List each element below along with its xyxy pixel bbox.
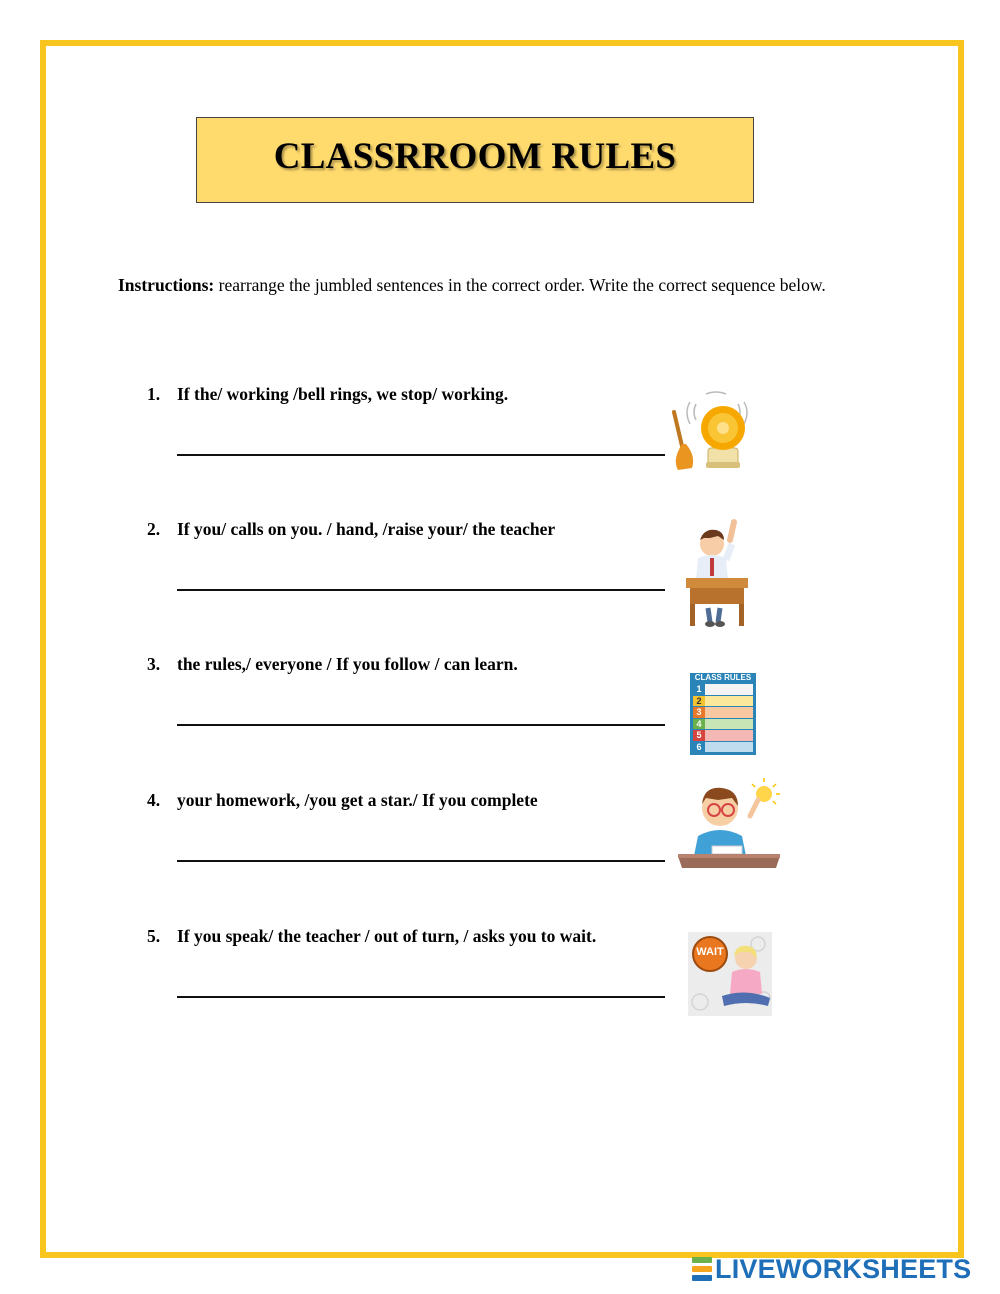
answer-line[interactable]: [177, 724, 665, 726]
logo-icon: [692, 1257, 712, 1281]
list-item: [147, 519, 707, 619]
item-number: 5.: [147, 926, 161, 946]
page-border: [40, 40, 964, 1258]
jumbled-sentence: the rules,/ everyone / If you follow / can learn.: [177, 654, 518, 674]
wait-illustration: [688, 932, 772, 1016]
list-item: [147, 790, 707, 890]
instructions: [118, 257, 878, 313]
list-item: [147, 384, 707, 484]
logo-text: LIVEWORKSHEETS: [715, 1253, 972, 1284]
item-number: 4.: [147, 790, 161, 810]
liveworksheets-logo[interactable]: [692, 1255, 971, 1283]
answer-line[interactable]: [177, 589, 665, 591]
poster-number: 2: [693, 696, 705, 707]
student-idea-icon: [676, 776, 782, 870]
answer-line[interactable]: [177, 996, 665, 998]
page-title: CLASSRROOM RULES: [273, 135, 677, 177]
list-item: [147, 654, 707, 754]
instructions-label: Instructions:: [118, 275, 215, 295]
title-box: [196, 117, 754, 203]
student-raising-hand-icon: [682, 518, 754, 630]
answer-line[interactable]: [177, 454, 665, 456]
poster-number: 4: [693, 719, 705, 730]
poster-title: CLASS RULES: [694, 673, 752, 682]
item-number: 3.: [147, 654, 161, 674]
poster-number: 1: [693, 684, 705, 695]
list-item: [147, 926, 707, 1026]
wait-label: WAIT: [696, 946, 724, 958]
poster-number: 6: [693, 742, 705, 753]
wait-sign-icon: [688, 932, 772, 1016]
poster-number: 5: [693, 730, 705, 741]
poster-number: 3: [693, 707, 705, 718]
bell-icon: [668, 388, 760, 476]
answer-line[interactable]: [177, 860, 665, 862]
class-rules-poster-icon: [690, 673, 756, 755]
item-number: 2.: [147, 519, 161, 539]
jumbled-sentence: your homework, /you get a star./ If you complete: [177, 790, 538, 810]
item-number: 1.: [147, 384, 161, 404]
instructions-text: rearrange the jumbled sentences in the correct order. Write the correct sequence below.: [214, 275, 826, 295]
jumbled-sentence: If the/ working /bell rings, we stop/ working.: [177, 384, 509, 404]
jumbled-sentence: If you/ calls on you. / hand, /raise your/ the teacher: [177, 519, 556, 539]
jumbled-sentence: If you speak/ the teacher / out of turn, / asks you to wait.: [177, 926, 597, 946]
